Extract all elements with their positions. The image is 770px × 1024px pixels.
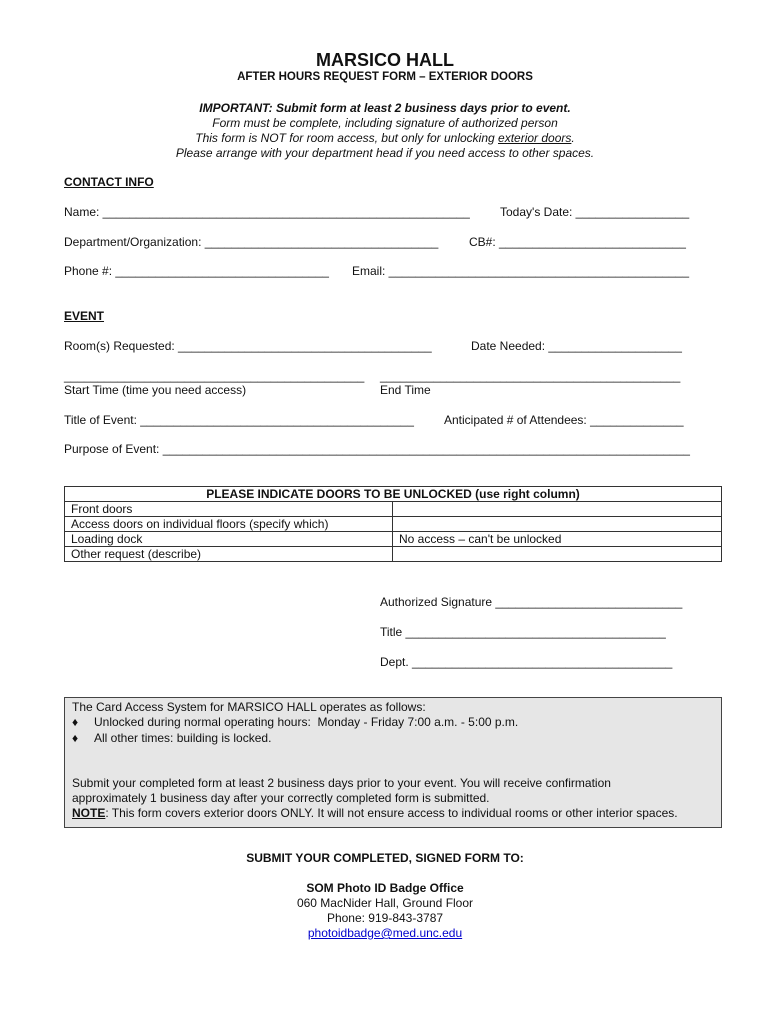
event-title-field[interactable]: Title of Event: _________________________________________ <box>64 413 414 427</box>
phone-field[interactable]: Phone #: ________________________________ <box>64 264 329 278</box>
authorized-signature-field[interactable]: Authorized Signature ____________________________ <box>380 595 683 609</box>
door-value-floors[interactable] <box>393 517 722 532</box>
bullet-icon: ♦ <box>72 731 79 745</box>
table-header-row <box>65 487 722 502</box>
completion-notice: Form must be complete, including signature of authorized person <box>212 116 558 130</box>
info-bullet-locked: All other times: building is locked. <box>94 731 272 745</box>
office-email-link[interactable]: photoidbadge@med.unc.edu <box>307 926 463 940</box>
rooms-requested-field[interactable]: Room(s) Requested: ______________________________________ <box>64 339 432 353</box>
doors-table-header: PLEASE INDICATE DOORS TO BE UNLOCKED (use right column) <box>65 487 722 502</box>
attendees-field[interactable]: Anticipated # of Attendees: ______________ <box>444 413 684 427</box>
submit-heading: SUBMIT YOUR COMPLETED, SIGNED FORM TO: <box>246 851 524 865</box>
bullet-icon: ♦ <box>72 715 79 729</box>
info-submit-line2: approximately 1 business day after your correctly completed form is submitted. <box>72 791 490 805</box>
date-needed-field[interactable]: Date Needed: ____________________ <box>471 339 682 353</box>
info-intro: The Card Access System for MARSICO HALL operates as follows: <box>72 700 426 714</box>
door-value-other[interactable] <box>393 547 722 562</box>
cb-field[interactable]: CB#: ____________________________ <box>469 235 686 249</box>
note-label: NOTE <box>72 806 106 820</box>
door-value-front[interactable] <box>393 502 722 517</box>
scope-notice: This form is NOT for room access, but only for unlocking exterior doors. <box>195 131 575 145</box>
table-row <box>65 502 722 517</box>
name-field[interactable]: Name: _______________________________________________________ <box>64 205 470 219</box>
important-notice: IMPORTANT: Submit form at least 2 business days prior to event. <box>199 101 571 115</box>
door-label-loading: Loading dock <box>65 532 393 547</box>
signer-dept-field[interactable]: Dept. _______________________________________ <box>380 655 673 669</box>
table-row <box>65 547 722 562</box>
info-bullet-hours: Unlocked during normal operating hours: Monday - Friday 7:00 a.m. - 5:00 p.m. <box>94 715 519 729</box>
card-access-info-box <box>64 697 722 828</box>
exterior-doors-text: exterior doors <box>498 131 572 145</box>
table-row <box>65 517 722 532</box>
end-time-label: End Time <box>380 383 431 397</box>
door-label-front: Front doors <box>65 502 393 517</box>
doors-table <box>64 486 722 562</box>
info-note: NOTE: This form covers exterior doors ONLY. It will not ensure access to individual rooms or other interior spaces. <box>72 806 678 820</box>
door-value-loading: No access – can't be unlocked <box>393 532 722 547</box>
form-subtitle: AFTER HOURS REQUEST FORM – EXTERIOR DOORS <box>237 71 533 83</box>
event-heading: EVENT <box>64 309 105 323</box>
todays-date-field[interactable]: Today's Date: _________________ <box>500 205 690 219</box>
start-time-field[interactable]: _____________________________________________ <box>64 369 365 383</box>
start-time-label: Start Time (time you need access) <box>64 383 247 397</box>
end-time-field[interactable]: _____________________________________________ <box>380 369 681 383</box>
office-email-wrap <box>0 926 770 940</box>
office-phone: Phone: 919-843-3787 <box>326 911 444 925</box>
info-submit-line1: Submit your completed form at least 2 business days prior to your event. You will receive confirmation <box>72 776 611 790</box>
department-field[interactable]: Department/Organization: ___________________________________ <box>64 235 439 249</box>
signer-title-field[interactable]: Title _______________________________________ <box>380 625 666 639</box>
office-address: 060 MacNider Hall, Ground Floor <box>296 896 474 910</box>
form-title: MARSICO HALL <box>316 50 454 70</box>
department-notice: Please arrange with your department head if you need access to other spaces. <box>175 146 595 160</box>
purpose-field[interactable]: Purpose of Event: _______________________________________________________________________________ <box>64 442 690 456</box>
email-field[interactable]: Email: _____________________________________________ <box>352 264 689 278</box>
door-label-other: Other request (describe) <box>65 547 393 562</box>
contact-info-heading: CONTACT INFO <box>64 175 154 189</box>
door-label-floors: Access doors on individual floors (specify which) <box>65 517 393 532</box>
table-row <box>65 532 722 547</box>
office-name: SOM Photo ID Badge Office <box>306 881 464 895</box>
